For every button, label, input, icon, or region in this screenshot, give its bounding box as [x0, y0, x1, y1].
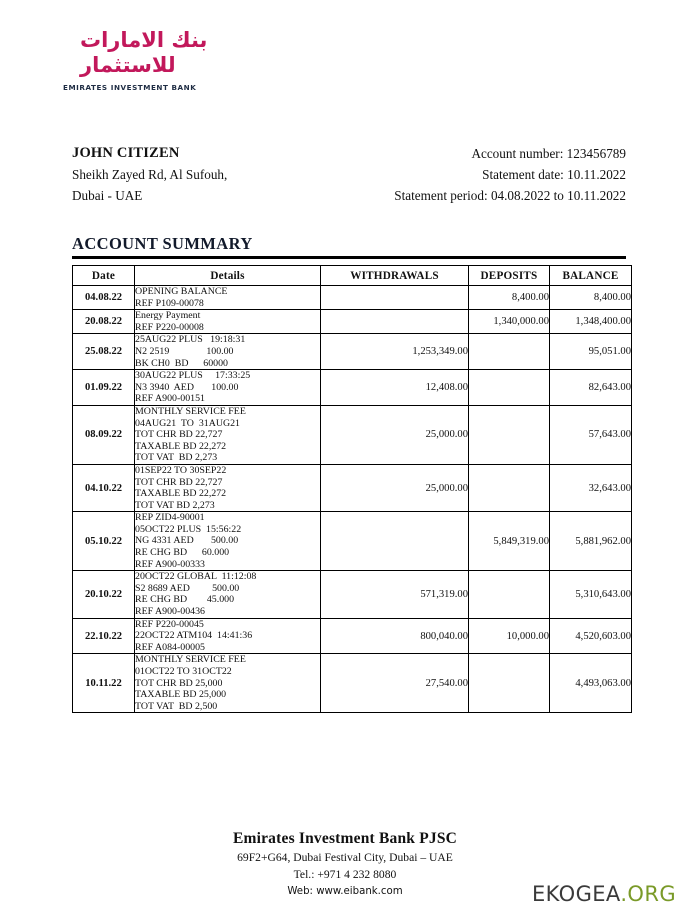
cell-details: [135, 571, 321, 618]
footer-bank-name: Emirates Investment Bank PJSC: [232, 830, 458, 847]
details-line: 30AUG22 PLUS 17:33:25: [135, 370, 251, 382]
cell-details: [135, 618, 321, 654]
details-line: REP ZID4-90001: [135, 512, 205, 524]
column-header-balance: BALANCE: [550, 266, 632, 286]
statement-header: [72, 143, 626, 206]
details-line: 01OCT22 TO 31OCT22: [135, 666, 232, 677]
details-line: 22OCT22 ATM104 14:41:36: [135, 630, 253, 642]
cell-date: 10.11.22: [73, 654, 135, 713]
details-line: 20OCT22 GLOBAL 11:12:08: [135, 571, 257, 583]
cell-balance: 4,520,603.00: [550, 618, 632, 654]
page-title: ACCOUNT SUMMARY: [72, 234, 253, 253]
details-line: TOT CHR BD 22,727: [135, 476, 223, 488]
cell-balance: 8,400.00: [550, 286, 632, 310]
table-row: [73, 464, 632, 511]
details-line: RE CHG BD 45.000: [135, 594, 235, 606]
cell-withdrawals: [321, 310, 469, 334]
details-line: BK CH0 BD 60000: [135, 357, 228, 369]
details-line: 25AUG22 PLUS 19:18:31: [135, 334, 246, 346]
details-line: S2 8689 AED 500.00: [135, 582, 240, 594]
watermark-main: EKOGEA: [531, 882, 621, 906]
cell-withdrawals: 25,000.00: [321, 405, 469, 464]
column-header-date: Date: [73, 266, 135, 286]
details-line: TOT VAT BD 2,273: [135, 452, 218, 464]
cell-balance: 57,643.00: [550, 405, 632, 464]
cell-details: [135, 654, 321, 713]
table-row: [73, 370, 632, 406]
cell-details: [135, 512, 321, 571]
table-row: [73, 654, 632, 713]
cell-withdrawals: 12,408.00: [321, 370, 469, 406]
table-row: [73, 571, 632, 618]
table-body: [73, 286, 632, 713]
logo-arabic-line-2: للاستثمار: [80, 53, 176, 77]
cell-details: [135, 310, 321, 334]
cell-date: 25.08.22: [73, 334, 135, 370]
details-line: TOT VAT BD 2,273: [135, 499, 215, 511]
cell-deposits: [469, 405, 550, 464]
cell-deposits: [469, 370, 550, 406]
details-line: REF P220-00008: [135, 321, 204, 333]
details-line: NG 4331 AED 500.00: [135, 535, 239, 547]
logo-arabic-line-1: بنك الامارات: [80, 28, 208, 52]
table-row: [73, 512, 632, 571]
cell-date: 01.09.22: [73, 370, 135, 406]
cell-withdrawals: 25,000.00: [321, 464, 469, 511]
cell-details: [135, 464, 321, 511]
customer-block: [72, 143, 227, 206]
cell-balance: 32,643.00: [550, 464, 632, 511]
cell-deposits: [469, 334, 550, 370]
heading-divider: [72, 256, 626, 259]
customer-name: JOHN CITIZEN: [72, 145, 180, 161]
table-row: [73, 618, 632, 654]
details-line: REF P109-00078: [135, 297, 204, 309]
cell-date: 20.10.22: [73, 571, 135, 618]
statement-date: Statement date: 10.11.2022: [482, 167, 626, 182]
details-line: MONTHLY SERVICE FEE: [135, 654, 246, 666]
details-line: 01SEP22 TO 30SEP22: [135, 464, 227, 476]
cell-deposits: 8,400.00: [469, 286, 550, 310]
details-line: TAXABLE BD 25,000: [135, 689, 227, 701]
cell-deposits: [469, 654, 550, 713]
cell-withdrawals: [321, 512, 469, 571]
cell-balance: 95,051.00: [550, 334, 632, 370]
customer-address-line-2: Dubai - UAE: [72, 188, 143, 203]
cell-date: 20.08.22: [73, 310, 135, 334]
details-line: N2 2519 100.00: [135, 345, 234, 357]
details-line: RE CHG BD 60.000: [135, 547, 230, 559]
details-line: TOT VAT BD 2,500: [135, 700, 218, 712]
table-row: [73, 334, 632, 370]
customer-address-line-1: Sheikh Zayed Rd, Al Sufouh,: [72, 167, 228, 182]
details-line: REF A084-00005: [135, 641, 205, 653]
cell-deposits: [469, 571, 550, 618]
details-line: REF A900-00333: [135, 558, 205, 570]
cell-date: 04.08.22: [73, 286, 135, 310]
cell-balance: 5,310,643.00: [550, 571, 632, 618]
details-line: MONTHLY SERVICE FEE: [135, 405, 246, 417]
watermark: [532, 882, 676, 906]
account-number: Account number: 123456789: [471, 146, 626, 161]
column-header-withdrawals: WITHDRAWALS: [321, 266, 469, 286]
cell-balance: 82,643.00: [550, 370, 632, 406]
cell-deposits: [469, 464, 550, 511]
table-row: [73, 286, 632, 310]
logo-tagline: EMIRATES INVESTMENT BANK: [63, 83, 197, 92]
cell-details: [135, 334, 321, 370]
details-line: TAXABLE BD 22,272: [135, 488, 227, 500]
cell-balance: 4,493,063.00: [550, 654, 632, 713]
details-line: REF A900-00436: [135, 606, 205, 618]
cell-date: 08.09.22: [73, 405, 135, 464]
cell-deposits: 5,849,319.00: [469, 512, 550, 571]
column-header-deposits: DEPOSITS: [469, 266, 550, 286]
details-line: REF P220-00045: [135, 618, 204, 630]
details-line: OPENING BALANCE: [135, 286, 228, 297]
transactions-table: [72, 265, 632, 713]
watermark-tld: .ORG: [620, 882, 676, 906]
table-header-row: [73, 266, 632, 286]
account-meta-block: [394, 143, 626, 206]
footer-address: 69F2+G64, Dubai Festival City, Dubai – UAE: [237, 851, 453, 864]
details-line: 05OCT22 PLUS 15:56:22: [135, 523, 242, 535]
table-row: [73, 405, 632, 464]
cell-date: 22.10.22: [73, 618, 135, 654]
details-line: 04AUG21 TO 31AUG21: [135, 417, 240, 429]
table-row: [73, 310, 632, 334]
details-line: REF A900-00151: [135, 393, 205, 405]
cell-details: [135, 286, 321, 310]
details-line: N3 3940 AED 100.00: [135, 381, 239, 393]
footer-phone: Tel.: +971 4 232 8080: [293, 868, 397, 881]
statement-period: Statement period: 04.08.2022 to 10.11.2022: [394, 188, 626, 203]
table-header: [73, 266, 632, 286]
cell-withdrawals: 27,540.00: [321, 654, 469, 713]
cell-withdrawals: [321, 286, 469, 310]
cell-details: [135, 370, 321, 406]
cell-date: 05.10.22: [73, 512, 135, 571]
details-line: TOT CHR BD 25,000: [135, 677, 223, 689]
cell-date: 04.10.22: [73, 464, 135, 511]
cell-withdrawals: 800,040.00: [321, 618, 469, 654]
cell-withdrawals: 1,253,349.00: [321, 334, 469, 370]
cell-deposits: 10,000.00: [469, 618, 550, 654]
details-line: Energy Payment: [135, 310, 201, 322]
column-header-details: Details: [135, 266, 321, 286]
cell-details: [135, 405, 321, 464]
bank-logo: [62, 28, 322, 92]
section-heading-block: [72, 234, 626, 259]
cell-withdrawals: 571,319.00: [321, 571, 469, 618]
cell-deposits: 1,340,000.00: [469, 310, 550, 334]
details-line: TOT CHR BD 22,727: [135, 429, 223, 441]
details-line: TAXABLE BD 22,272: [135, 440, 227, 452]
footer-website: Web: www.eibank.com: [287, 886, 403, 897]
cell-balance: 1,348,400.00: [550, 310, 632, 334]
cell-balance: 5,881,962.00: [550, 512, 632, 571]
